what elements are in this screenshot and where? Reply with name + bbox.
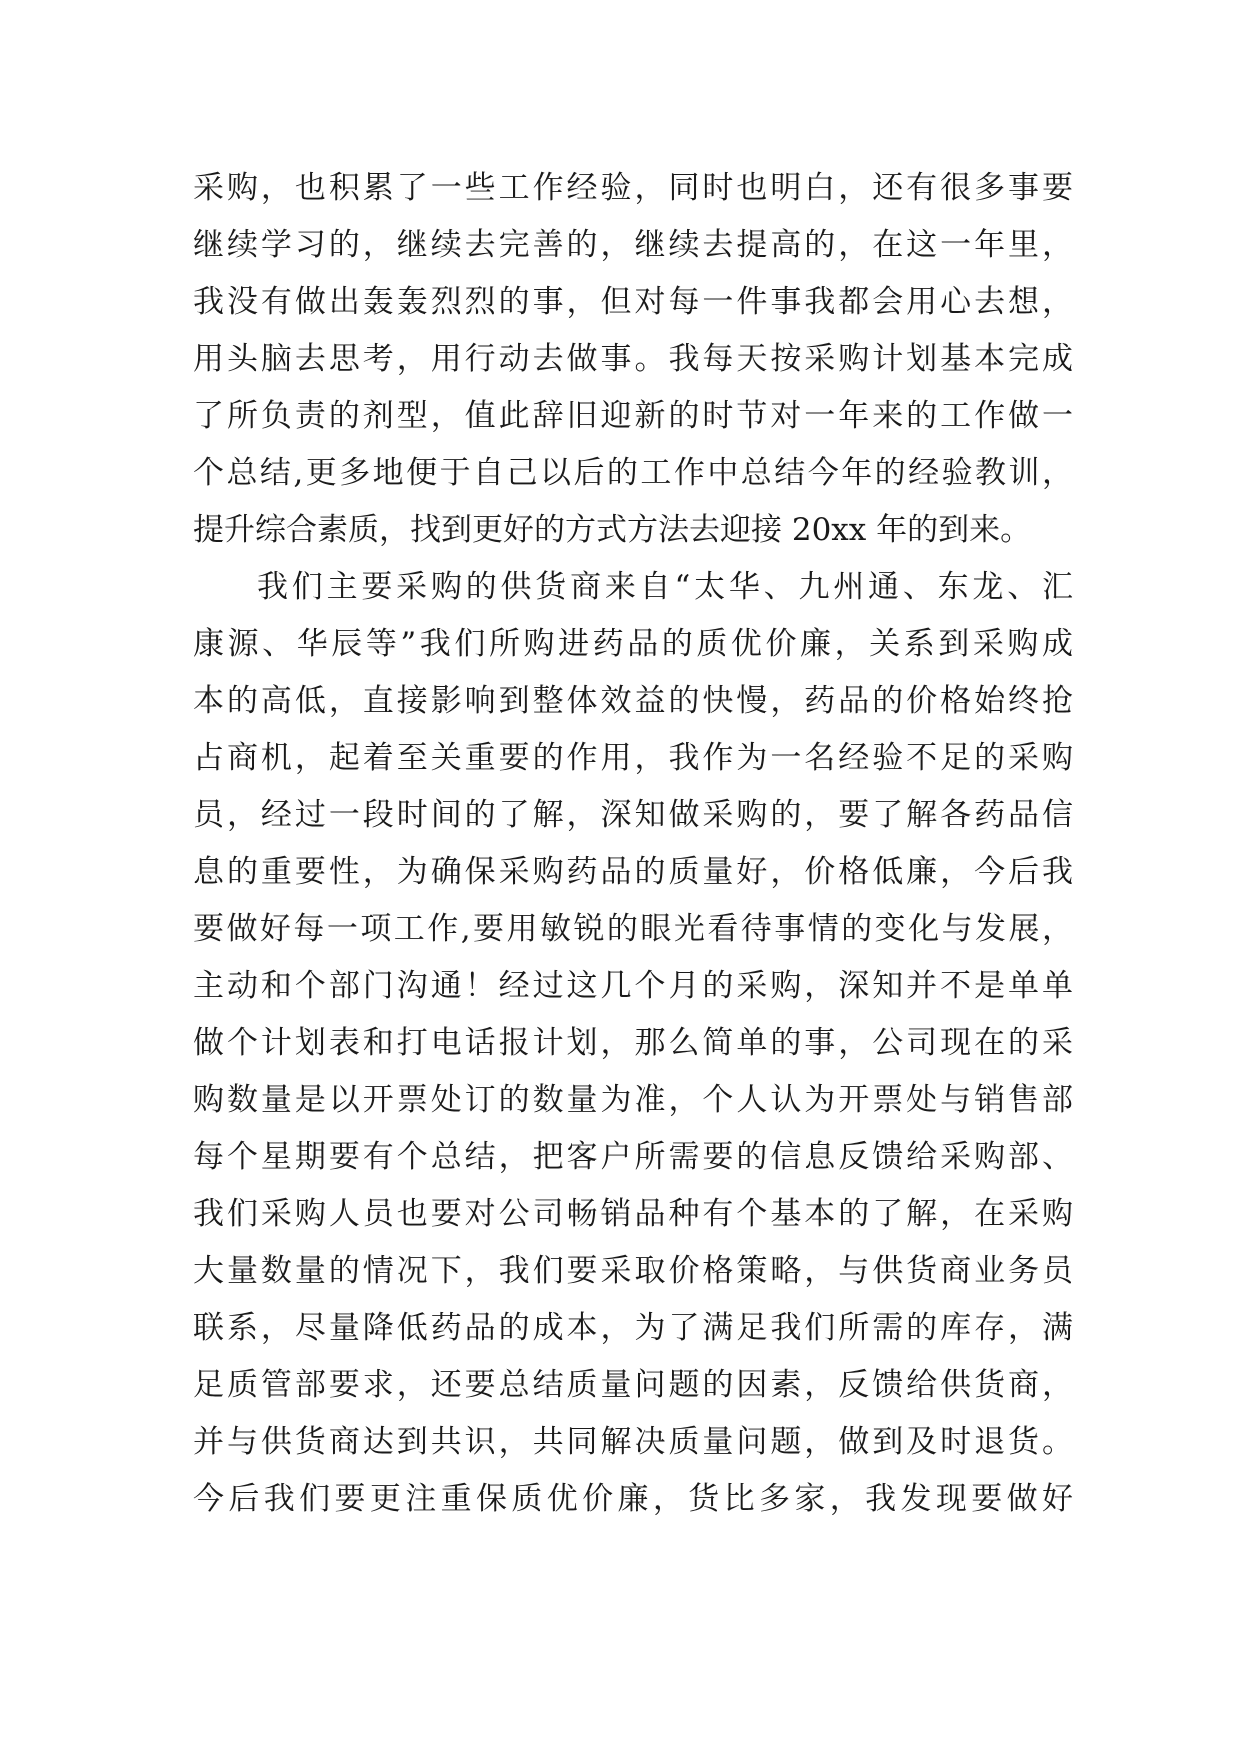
text-line: 继续学习的，继续去完善的，继续去提高的，在这一年里， [193, 227, 1073, 263]
text-line: 本的高低，直接影响到整体效益的快慢，药品的价格始终抢 [193, 683, 1073, 719]
text-line: 康源、华辰等”我们所购进药品的质优价廉，关系到采购成 [193, 626, 1073, 662]
text-line: 要做好每一项工作,要用敏锐的眼光看待事情的变化与发展， [193, 911, 1073, 947]
text-line: 我们主要采购的供货商来自“太华、九州通、东龙、汇 [257, 569, 1073, 605]
paragraph [193, 160, 1073, 559]
text-line: 占商机，起着至关重要的作用，我作为一名经验不足的采购 [193, 740, 1073, 776]
text-line: 提升综合素质，找到更好的方式方法去迎接 20xx 年的到来。 [193, 512, 1032, 548]
text-line: 购数量是以开票处订的数量为准，个人认为开票处与销售部 [193, 1082, 1073, 1118]
text-line: 员，经过一段时间的了解，深知做采购的，要了解各药品信 [193, 797, 1073, 833]
text-line: 足质管部要求，还要总结质量问题的因素，反馈给供货商， [193, 1367, 1073, 1403]
text-line: 每个星期要有个总结，把客户所需要的信息反馈给采购部、 [193, 1139, 1073, 1175]
text-line: 做个计划表和打电话报计划，那么简单的事，公司现在的采 [193, 1025, 1073, 1061]
text-line: 息的重要性，为确保采购药品的质量好，价格低廉，今后我 [193, 854, 1073, 890]
document-body [193, 160, 1073, 1528]
text-line: 个总结,更多地便于自己以后的工作中总结今年的经验教训， [193, 455, 1073, 491]
text-line: 我没有做出轰轰烈烈的事，但对每一件事我都会用心去想， [193, 284, 1073, 320]
text-line: 我们采购人员也要对公司畅销品种有个基本的了解，在采购 [193, 1196, 1073, 1232]
text-line: 采购，也积累了一些工作经验，同时也明白，还有很多事要 [193, 170, 1073, 206]
text-line: 联系，尽量降低药品的成本，为了满足我们所需的库存，满 [193, 1310, 1073, 1346]
paragraph [193, 559, 1073, 1528]
text-line: 大量数量的情况下，我们要采取价格策略，与供货商业务员 [193, 1253, 1073, 1289]
text-line: 今后我们要更注重保质优价廉，货比多家，我发现要做好 [193, 1481, 1073, 1517]
text-line: 并与供货商达到共识，共同解决质量问题，做到及时退货。 [193, 1424, 1073, 1460]
text-line: 用头脑去思考，用行动去做事。我每天按采购计划基本完成 [193, 341, 1073, 377]
text-line: 了所负责的剂型，值此辞旧迎新的时节对一年来的工作做一 [193, 398, 1073, 434]
text-line: 主动和个部门沟通！经过这几个月的采购，深知并不是单单 [193, 968, 1073, 1004]
